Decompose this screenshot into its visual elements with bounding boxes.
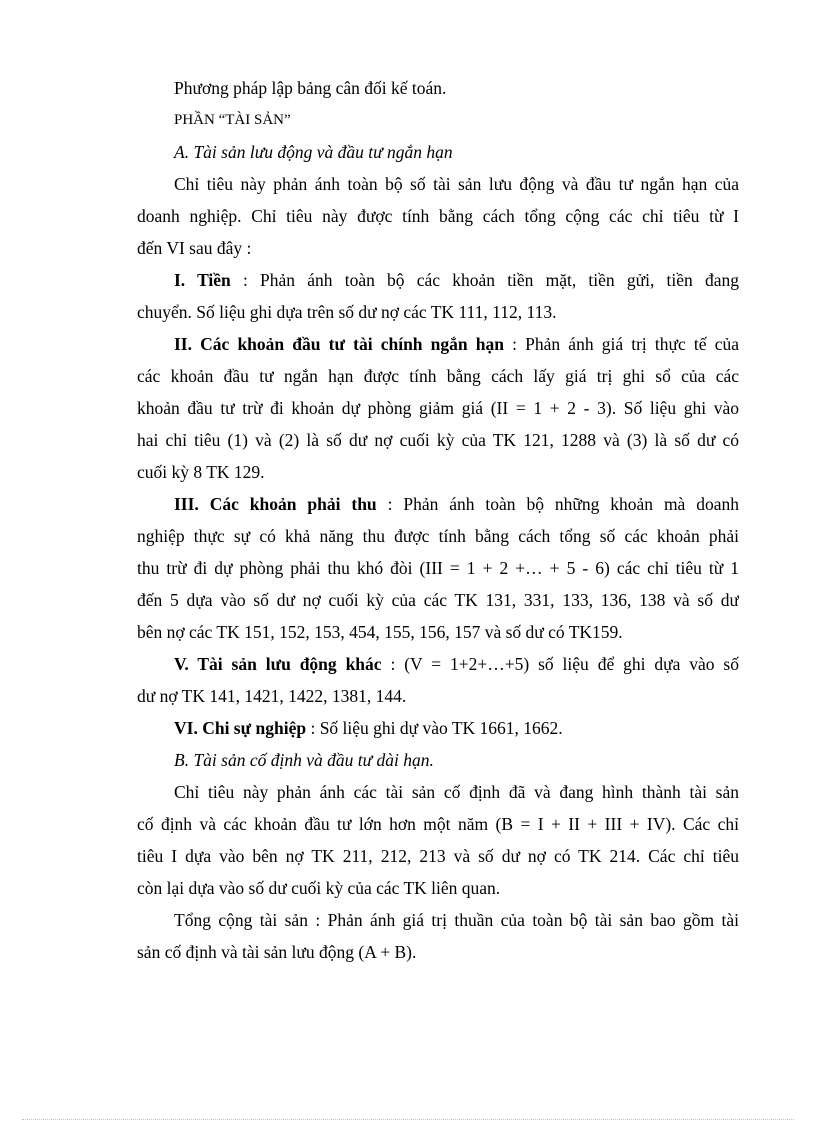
item-iii-line: thu trừ đi dự phòng phải thu khó đòi (III = 1 + 2 +… + 5 - 6) các chỉ tiêu từ 1 xyxy=(137,558,739,578)
section-a-intro-line: đến VI sau đây : xyxy=(137,238,252,258)
section-heading: PHẦN “TÀI SẢN” xyxy=(174,112,291,128)
item-ii-text: : Phản ánh giá trị thực tế của xyxy=(504,334,739,354)
section-b-heading: B. Tài sản cố định và đầu tư dài hạn. xyxy=(174,750,434,770)
item-v-label: V. Tài sản lưu động khác xyxy=(174,654,382,674)
section-a-heading: A. Tài sản lưu động và đầu tư ngắn hạn xyxy=(174,142,453,162)
item-ii-label: II. Các khoản đầu tư tài chính ngắn hạn xyxy=(174,334,504,354)
item-iii-paragraph xyxy=(137,488,739,520)
item-vi-paragraph xyxy=(137,712,739,744)
item-iii-text: : Phản ánh toàn bộ những khoản mà doanh xyxy=(376,494,739,514)
item-iii-label: III. Các khoản phải thu xyxy=(174,494,377,514)
item-i-paragraph xyxy=(137,264,739,296)
item-ii-line: cuối kỳ 8 TK 129. xyxy=(137,462,265,482)
item-v-line: dư nợ TK 141, 1421, 1422, 1381, 144. xyxy=(137,686,407,706)
section-a-intro-line: Chỉ tiêu này phản ánh toàn bộ số tài sản lưu động và đầu tư ngắn hạn của xyxy=(174,174,739,194)
item-i-text: : Phản ánh toàn bộ các khoản tiền mặt, tiền gửi, tiền đang xyxy=(230,270,739,290)
section-b-line: Chỉ tiêu này phản ánh các tài sản cố định đã và đang hình thành tài sản xyxy=(174,782,739,802)
item-iii-line: nghiệp thực sự có khả năng thu được tính bằng cách tổng số các khoản phải xyxy=(137,526,739,546)
section-b-line: còn lại dựa vào số dư cuối kỳ của các TK liên quan. xyxy=(137,878,501,898)
total-line: sản cố định và tài sản lưu động (A + B). xyxy=(137,942,417,962)
item-iii-line: đến 5 dựa vào số dư nợ cuối kỳ của các TK 131, 331, 133, 136, 138 và số dư xyxy=(137,590,739,610)
document-body xyxy=(137,72,739,968)
item-vi-label: VI. Chi sự nghiệp xyxy=(174,718,307,738)
item-ii-paragraph xyxy=(137,328,739,360)
document-title: Phương pháp lập bảng cân đối kế toán. xyxy=(174,78,447,98)
page-bottom-rule xyxy=(22,1119,794,1120)
section-b-line: tiêu I dựa vào bên nợ TK 211, 212, 213 và số dư nợ có TK 214. Các chỉ tiêu xyxy=(137,846,739,866)
item-ii-line: hai chỉ tiêu (1) và (2) là số dư nợ cuối kỳ của TK 121, 1288 và (3) là số dư có xyxy=(137,430,739,450)
total-line: Tổng cộng tài sản : Phản ánh giá trị thuần của toàn bộ tài sản bao gồm tài xyxy=(174,910,739,930)
item-ii-line: các khoản đầu tư ngắn hạn được tính bằng cách lấy giá trị ghi sổ của các xyxy=(137,366,739,386)
item-v-text: : (V = 1+2+…+5) số liệu để ghi dựa vào số xyxy=(381,654,739,674)
section-b-line: cố định và các khoản đầu tư lớn hơn một năm (B = I + II + III + IV). Các chỉ xyxy=(137,814,739,834)
item-i-label: I. Tiền xyxy=(174,270,231,290)
item-iii-line: bên nợ các TK 151, 152, 153, 454, 155, 156, 157 và số dư có TK159. xyxy=(137,622,623,642)
item-ii-line: khoản đầu tư trừ đi khoản dự phòng giảm giá (II = 1 + 2 - 3). Số liệu ghi vào xyxy=(137,398,739,418)
section-a-intro-line: doanh nghiệp. Chỉ tiêu này được tính bằng cách tổng cộng các chỉ tiêu từ I xyxy=(137,206,739,226)
item-v-paragraph xyxy=(137,648,739,680)
item-i-line: chuyển. Số liệu ghi dựa trên số dư nợ các TK 111, 112, 113. xyxy=(137,302,557,322)
item-vi-text: : Số liệu ghi dự vào TK 1661, 1662. xyxy=(306,718,563,738)
